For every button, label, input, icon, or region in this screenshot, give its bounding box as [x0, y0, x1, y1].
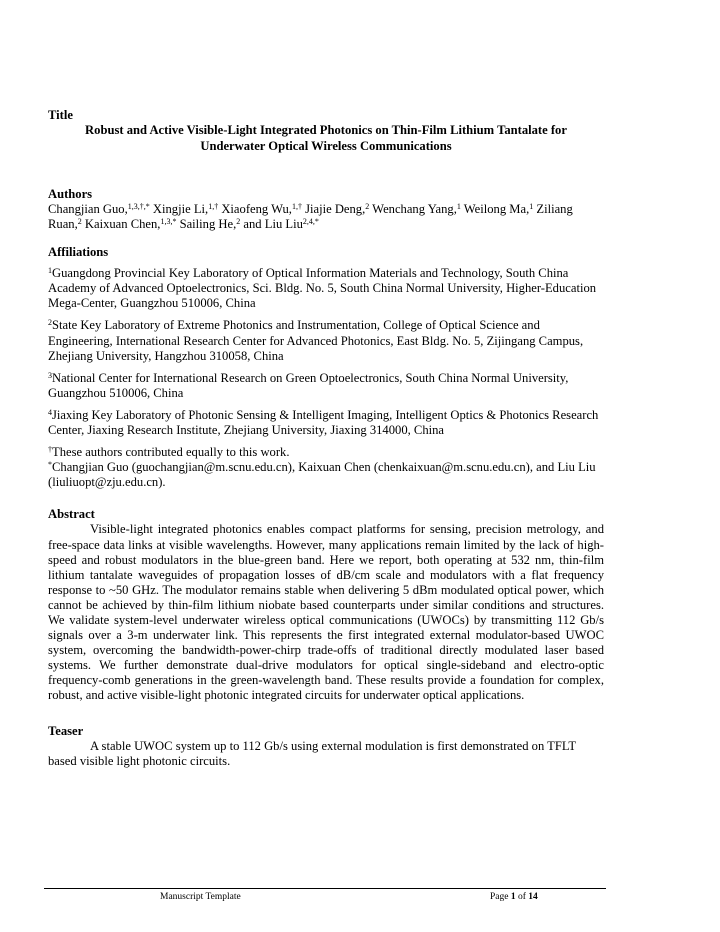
- affiliation-item: [48, 318, 604, 363]
- affiliations-list: [48, 266, 604, 438]
- author-name: Jiajie Deng,: [301, 202, 366, 216]
- author-affiliation-marker: 2: [365, 202, 370, 211]
- author-affiliation-marker: 1,3,*: [160, 217, 177, 227]
- abstract-text: Visible-light integrated photonics enables compact platforms for sensing, precision metrology, and free-space data links at visible wavelengths. However, many applications remain limited by the lack of high-speed and robust modulators in the blue-green band. Here we report, both operating at 532 nm, thin-film lithium tantalate waveguides of propagation losses of dB/cm scale and modulators with a flat frequency response to ~50 GHz. The modulator remains stable when delivering 5 dBm modulated optical power, which cannot be achieved by thin-film lithium niobate based counterparts under similar conditions and structures. We validate system-level underwater wireless optical communications (UWOCs) by transmitting 112 Gb/s signals over a 3-m underwater link. This represents the first integrated external modulator-based UWOC system, overcoming the bandwidth-power-chirp trade-offs of traditional directly modulated laser based systems. We further demonstrate dual-drive modulators for optical single-sideband and electro-optic frequency-comb generations in the green-wavelength band. These results provide a foundation for complex, robust, and active visible-light photonic integrated circuits for underwater optical applications.: [48, 522, 604, 703]
- affiliation-marker: 1: [48, 266, 52, 276]
- authors-label: Authors: [48, 187, 93, 201]
- author-affiliation-marker: 2: [77, 217, 82, 227]
- author-name: Xingjie Li,: [149, 202, 209, 216]
- author-affiliation-marker: 1,†: [291, 202, 302, 211]
- affiliation-marker: 4: [48, 407, 52, 417]
- author-affiliation-marker: 1: [529, 202, 534, 211]
- teaser-label: Teaser: [48, 723, 84, 738]
- abstract-section: [48, 507, 604, 703]
- author-name: Kaixuan Chen,: [81, 217, 161, 232]
- manuscript-page: [48, 108, 604, 769]
- affiliation-item: [48, 408, 604, 438]
- affiliation-text: State Key Laboratory of Extreme Photonics and Instrumentation, College of Optical Science and Engineering, International Research Center for Advanced Photonics, East Bldg. No. 5, Zijingang Campus, Zhejiang University, Hangzhou 310058, China: [48, 318, 584, 363]
- abstract-label: Abstract: [48, 507, 95, 522]
- author-name: and Liu Liu: [240, 217, 303, 232]
- authors-section: [48, 187, 604, 232]
- affiliations-section: [48, 245, 604, 490]
- teaser-section: [48, 724, 604, 769]
- affiliation-item: [48, 266, 604, 311]
- footer-divider: [44, 888, 606, 889]
- affiliation-item: [48, 371, 604, 401]
- author-name: Sailing He,: [176, 217, 237, 232]
- title-label: Title: [48, 108, 73, 122]
- affiliation-marker: 3: [48, 370, 52, 380]
- teaser-text: A stable UWOC system up to 112 Gb/s using external modulation is first demonstrated on TFLT based visible light photonic circuits.: [48, 738, 576, 768]
- author-affiliation-marker: 2,4,*: [302, 217, 319, 227]
- author-name: Weilong Ma,: [460, 202, 530, 216]
- author-name: Ziliang Ruan,: [48, 202, 573, 232]
- affiliation-text: Jiaxing Key Laboratory of Photonic Sensing & Intelligent Imaging, Intelligent Optics & Photonics Research Center, Jiaxing Research Institute, Zhejiang University, Jiaxing 314000, China: [48, 407, 599, 438]
- paper-title: Robust and Active Visible-Light Integrated Photonics on Thin-Film Lithium Tantalate for Underwater Optical Wireless Communications: [85, 123, 567, 153]
- footer-page-number: Page 1 of 14: [490, 892, 538, 902]
- author-affiliation-marker: 1: [456, 202, 461, 211]
- affiliations-label: Affiliations: [48, 245, 109, 260]
- equal-contribution-note: †These authors contributed equally to this work.: [48, 445, 290, 460]
- author-name: Xiaofeng Wu,: [218, 202, 292, 216]
- author-name: Wenchang Yang,: [369, 202, 457, 216]
- corresponding-authors-note: *Changjian Guo (guochangjian@m.scnu.edu.cn), Kaixuan Chen (chenkaixuan@m.scnu.edu.cn), and Liu Liu (liuliuopt@zju.edu.cn).: [48, 460, 596, 490]
- affiliation-marker: 2: [48, 318, 52, 328]
- author-affiliation-marker: 1,3,†,*: [127, 202, 150, 211]
- affiliation-text: Guangdong Provincial Key Laboratory of Optical Information Materials and Technology, South China Academy of Advanced Optoelectronics, Sci. Bldg. No. 5, South China Normal University, Higher-Education Mega-Center, Guangzhou 510006, China: [48, 266, 597, 311]
- author-affiliation-marker: 2: [236, 217, 241, 227]
- author-name: Changjian Guo,: [48, 202, 128, 216]
- affiliation-text: National Center for International Research on Green Optoelectronics, South China Normal University, Guangzhou 510006, China: [48, 370, 569, 400]
- author-affiliation-marker: 1,†: [208, 202, 219, 211]
- authors-list: [48, 202, 604, 232]
- footer-template-name: Manuscript Template: [160, 892, 241, 902]
